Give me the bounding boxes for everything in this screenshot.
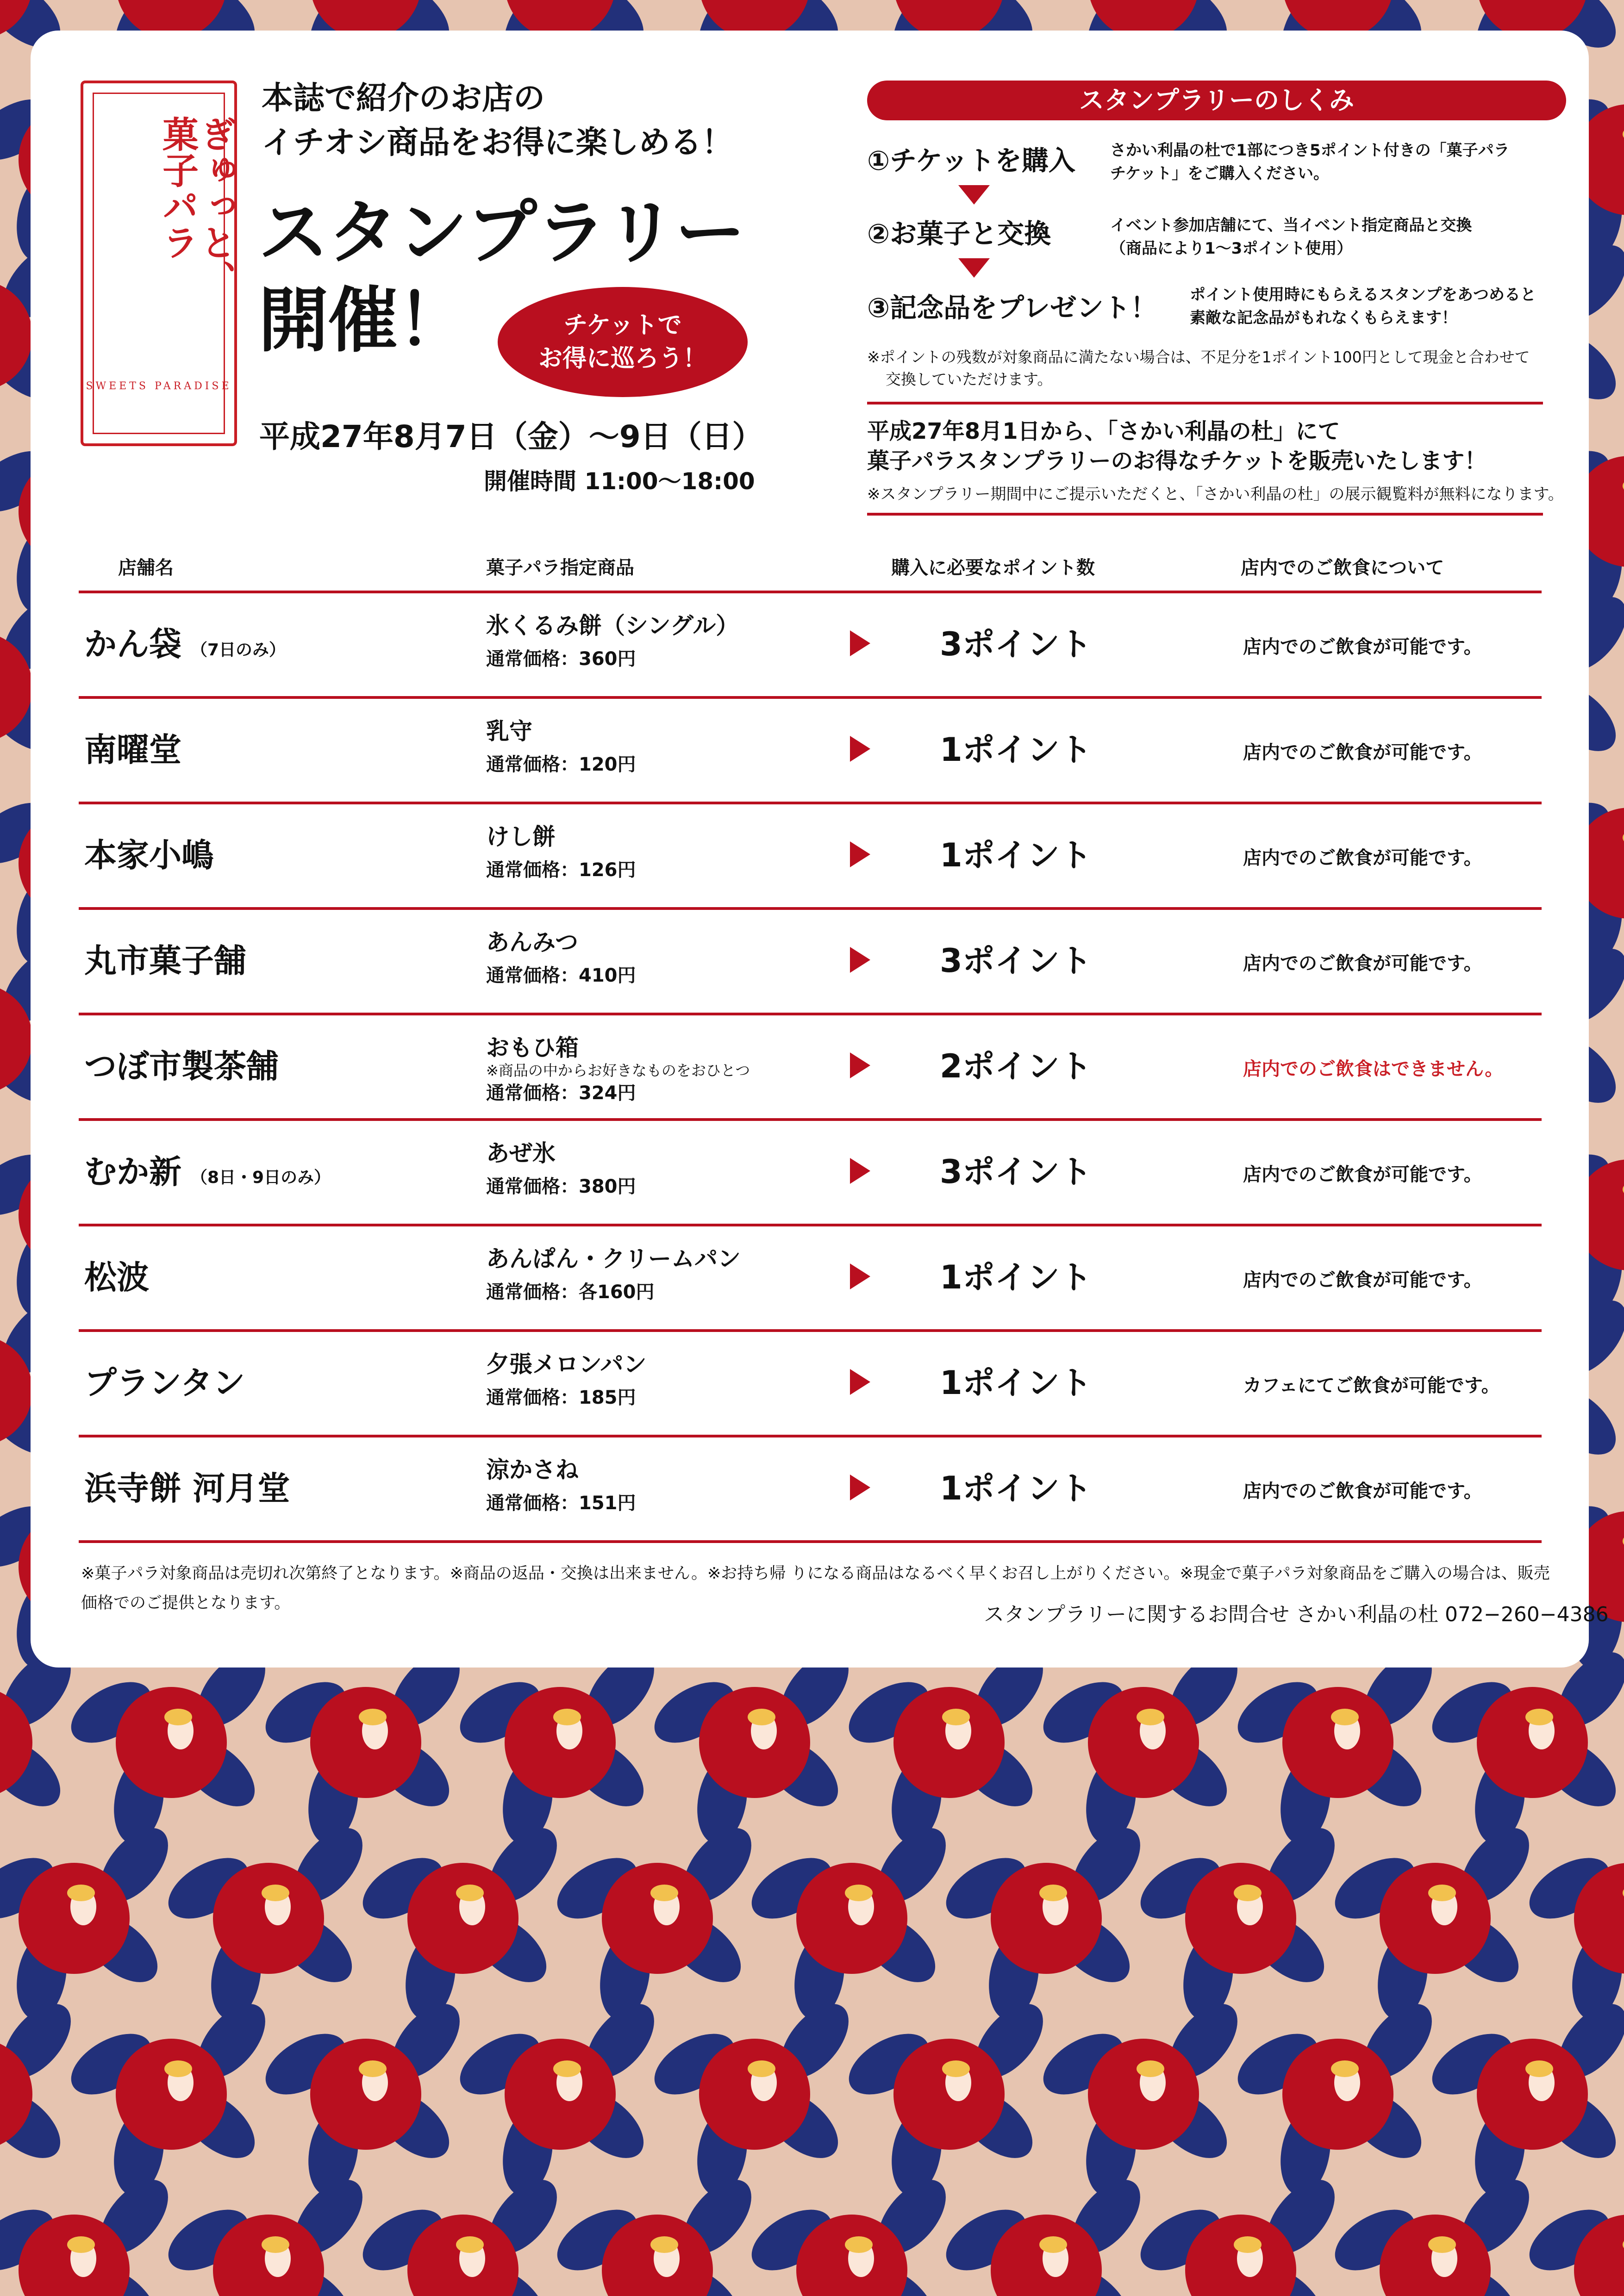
col-header-dining: 店内でのご飲食について (1241, 557, 1444, 579)
shop-name-text: プランタン (84, 1363, 245, 1402)
points-required: 3ポイント (940, 625, 1092, 663)
dining-info: カフェにてご飲食が可能です。 (1243, 1375, 1500, 1396)
arrow-right-icon (850, 1158, 870, 1184)
step-arrow-icon (958, 185, 990, 205)
points-required: 1ポイント (940, 836, 1092, 874)
table-row-rule (79, 907, 1542, 910)
col-header-product: 菓子パラ指定商品 (486, 557, 634, 579)
product-name: 涼かさね (486, 1456, 579, 1483)
dining-info: 店内でのご飲食が可能です。 (1243, 1269, 1482, 1291)
divider (867, 402, 1543, 404)
shop-name-text: 丸市菓子舗 (84, 941, 246, 980)
shop-name (84, 1146, 331, 1193)
shop-name (84, 1040, 279, 1087)
product-price: 通常価格：各160円 (486, 1282, 655, 1303)
logo-title: ぎゅっと、菓子パラ (156, 116, 237, 296)
product-name: 氷くるみ餅（シングル） (486, 612, 739, 639)
shop-note: （7日のみ） (191, 641, 286, 660)
shop-name-text: 本家小嶋 (84, 836, 214, 874)
shop-name-text: むか新 (84, 1152, 181, 1191)
table-row-rule (79, 1540, 1542, 1543)
step-2-title: ②お菓子と交換 (867, 218, 1051, 249)
dining-info: 店内でのご飲食が可能です。 (1243, 953, 1482, 974)
product-price: 通常価格：151円 (486, 1493, 636, 1514)
points-required: 1ポイント (940, 1469, 1092, 1507)
product-price: 通常価格：360円 (486, 648, 636, 670)
divider (867, 513, 1543, 516)
dining-info: 店内でのご飲食はできません。 (1243, 1058, 1504, 1080)
ticket-sale-note: ※スタンプラリー期間中にご提示いただくと、「さかい利晶の杜」の展示観覧料が無料になります。 (867, 485, 1564, 504)
step-arrow-icon (958, 258, 990, 278)
shop-name-text: つぼ市製茶舗 (84, 1047, 279, 1085)
contact-info: スタンプラリーに関するお問合せ さかい利晶の杜 072−260−4386 (984, 1603, 1609, 1626)
points-required: 3ポイント (940, 1153, 1092, 1191)
headline-intro (262, 76, 733, 165)
product-name: 乳守 (486, 718, 532, 745)
table-row-rule (79, 1224, 1542, 1226)
step-1-desc: さかい利晶の杜で1部につき5ポイント付きの「菓子パラ チケット」をご購入ください。 (1110, 141, 1510, 183)
ticket-badge (498, 287, 748, 397)
product-name: あぜ氷 (486, 1140, 556, 1167)
headline-line2: イチオシ商品をお得に楽しめる！ (262, 124, 733, 161)
dining-info: 店内でのご飲食が可能です。 (1243, 1481, 1482, 1502)
dining-info: 店内でのご飲食が可能です。 (1243, 742, 1482, 763)
product-price: 通常価格：324円 (486, 1083, 636, 1104)
product-note: ※商品の中からお好きなものをおひとつ (486, 1062, 750, 1079)
product-price: 通常価格：185円 (486, 1387, 636, 1408)
mechanism-header: スタンプラリーのしくみ (867, 81, 1566, 120)
arrow-right-icon (850, 1475, 870, 1500)
sweets-paradise-logo (81, 81, 237, 446)
table-top-rule (79, 591, 1542, 593)
arrow-right-icon (850, 947, 870, 973)
shop-name (84, 1462, 290, 1509)
headline-main-line2: 開催！ (258, 280, 467, 361)
product-name: あんみつ (486, 929, 578, 956)
product-name: おもひ箱 (486, 1034, 579, 1061)
dining-info: 店内でのご飲食が可能です。 (1243, 636, 1482, 658)
step-2-desc: イベント参加店舗にて、当イベント指定商品と交換 （商品により1～3ポイント使用） (1110, 216, 1472, 258)
event-dates: 平成27年8月7日（金）～9日（日） (259, 419, 763, 454)
arrow-right-icon (850, 630, 870, 656)
shop-name (84, 618, 286, 665)
points-required: 1ポイント (940, 1258, 1092, 1296)
dining-info: 店内でのご飲食が可能です。 (1243, 1164, 1482, 1185)
shop-name-text: 南曜堂 (84, 730, 181, 769)
product-name: あんぱん・クリームパン (486, 1245, 741, 1272)
arrow-right-icon (850, 1052, 870, 1078)
table-row-rule (79, 1329, 1542, 1332)
col-header-points: 購入に必要なポイント数 (891, 557, 1095, 579)
table-row-rule (79, 802, 1542, 804)
headline-main-line1: スタンプラリー (258, 192, 744, 274)
shop-name (84, 724, 181, 771)
shop-note: （8日・9日のみ） (191, 1168, 331, 1187)
badge-line2: お得に巡ろう！ (538, 345, 707, 373)
footer-notes: ※菓子パラ対象商品は売切れ次第終了となります。※商品の返品・交換は出来ません。※お持ち帰 りになる商品はなるべく早くお召し上がりください。※現金で菓子パラ対象商品をご購入の場合は、販売価格でのご提供となります。 (81, 1564, 1550, 1612)
ticket-sale-info: 平成27年8月1日から、「さかい利晶の杜」にて 菓子パラスタンプラリーのお得なチケットを販売いたします！ (867, 418, 1487, 474)
logo-english: SWEETS PARADISE (86, 380, 232, 392)
points-required: 3ポイント (940, 942, 1092, 980)
step-3-title: ③記念品をプレゼント！ (867, 292, 1157, 324)
points-note: ※ポイントの残数が対象商品に満たない場合は、不足分を1ポイント100円として現金と合わせて 交換していただけます。 (867, 348, 1530, 388)
dining-info: 店内でのご飲食が可能です。 (1243, 847, 1482, 869)
shop-name (84, 1357, 245, 1404)
product-price: 通常価格：380円 (486, 1176, 636, 1197)
col-header-shop: 店舗名 (118, 557, 174, 579)
shop-name (84, 1251, 149, 1298)
shop-name-text: かん袋 (84, 625, 181, 663)
table-row-rule (79, 1118, 1542, 1121)
shop-name-text: 松波 (84, 1258, 149, 1296)
event-hours: 開催時間 11:00～18:00 (484, 468, 755, 495)
arrow-right-icon (850, 1263, 870, 1289)
product-name: けし餅 (486, 823, 556, 850)
points-required: 1ポイント (940, 1364, 1092, 1402)
step-3-desc: ポイント使用時にもらえるスタンプをあつめると 素敵な記念品がもれなくもらえます！ (1190, 286, 1536, 327)
headline-line1: 本誌で紹介のお店の (262, 80, 545, 117)
shop-name-text: 浜寺餅 河月堂 (84, 1469, 290, 1507)
points-required: 1ポイント (940, 731, 1092, 769)
arrow-right-icon (850, 841, 870, 867)
badge-line1: チケットで (563, 311, 682, 339)
product-price: 通常価格：126円 (486, 859, 636, 881)
points-required: 2ポイント (940, 1047, 1092, 1085)
product-price: 通常価格：120円 (486, 754, 636, 775)
table-row-rule (79, 696, 1542, 699)
table-row-rule (79, 1435, 1542, 1437)
product-name: 夕張メロンパン (486, 1351, 647, 1378)
arrow-right-icon (850, 736, 870, 762)
shop-name (84, 935, 246, 982)
product-price: 通常価格：410円 (486, 965, 636, 986)
shop-name (84, 829, 214, 876)
arrow-right-icon (850, 1369, 870, 1395)
step-1-title: ①チケットを購入 (867, 145, 1075, 176)
table-row-rule (79, 1013, 1542, 1015)
